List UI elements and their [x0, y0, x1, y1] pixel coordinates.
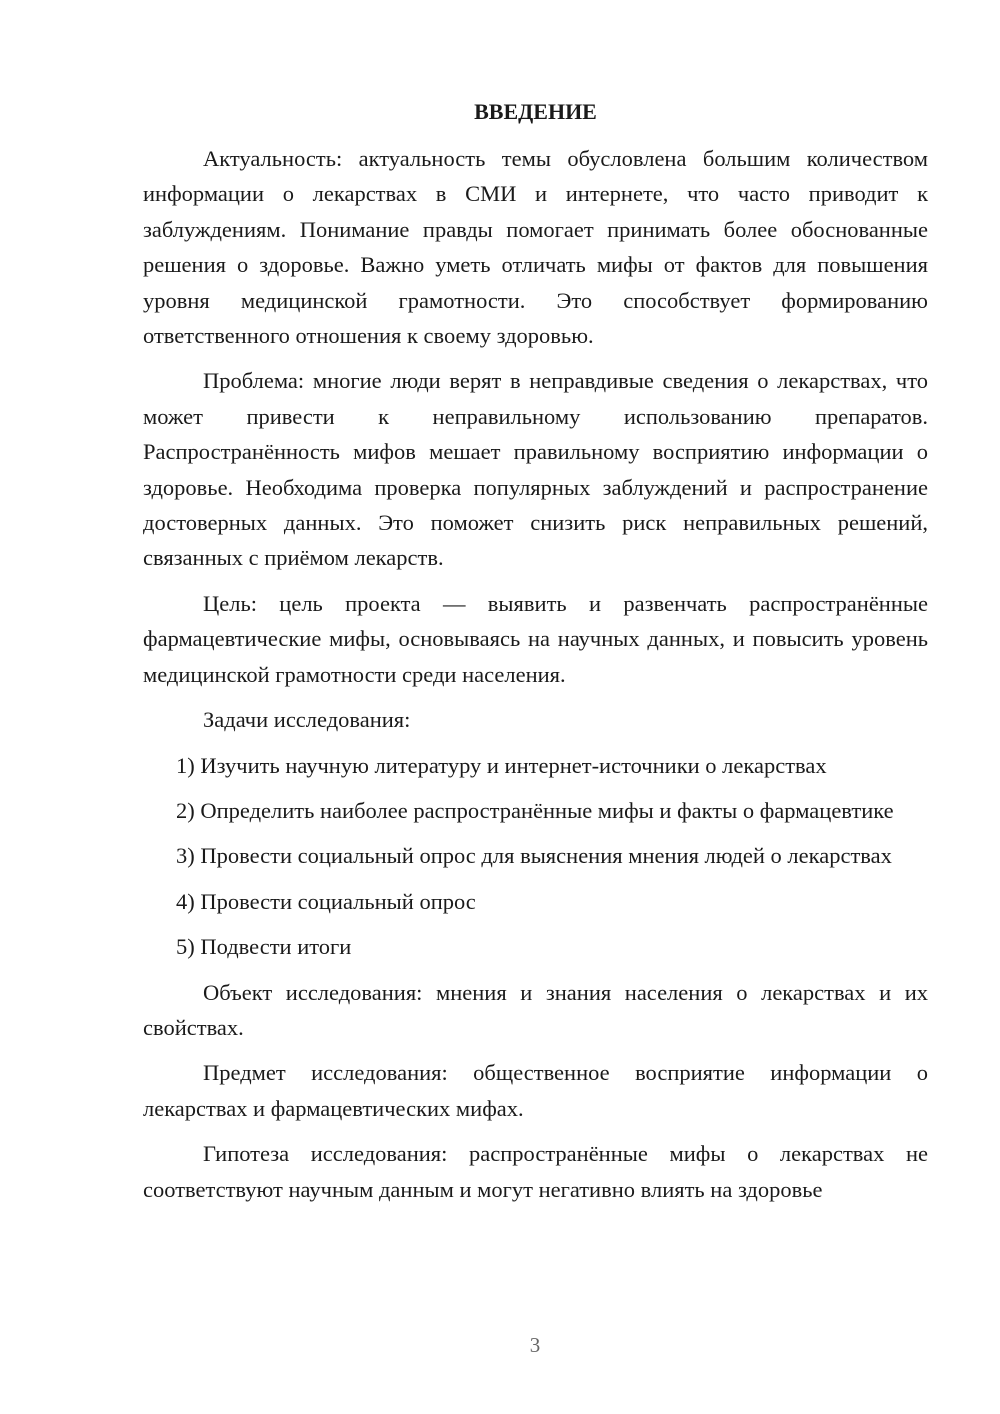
paragraph-relevance: Актуальность: актуальность темы обусловлена большим количеством информации о лекарствах в СМИ и интернете, что часто приводит к заблуждениям. Понимание правды помогает принимать более обоснованные решения о здоровье. Важно уметь отличать мифы от фактов для повышения уровня медицинской грамотности. Это способствует формированию ответственного отношения к своему здоровью.: [143, 146, 928, 349]
section-title: ВВЕДЕНИЕ: [474, 99, 597, 124]
page-content: [143, 96, 928, 1217]
paragraph-tasks-heading: Задачи исследования:: [203, 707, 411, 733]
paragraph-hypothesis: Гипотеза исследования: распространённые мифы о лекарствах не соответствуют научным данным и могут негативно влиять на здоровье: [143, 1141, 928, 1202]
list-item: 1) Изучить научную литературу и интернет-источники о лекарствах: [176, 752, 827, 778]
list-item: 4) Провести социальный опрос: [176, 888, 476, 914]
paragraph-goal: Цель: цель проекта — выявить и развенчать распространённые фармацевтические мифы, основываясь на научных данных, и повысить уровень медицинской грамотности среди населения.: [143, 590, 928, 687]
paragraph-object: Объект исследования: мнения и знания населения о лекарствах и их свойствах.: [143, 979, 928, 1040]
paragraph-subject: Предмет исследования: общественное восприятие информации о лекарствах и фармацевтических мифах.: [143, 1060, 928, 1121]
page-number: 3: [529, 1333, 541, 1357]
list-item: 2) Определить наиболее распространённые мифы и факты о фармацевтике: [176, 797, 894, 823]
paragraph-problem: Проблема: многие люди верят в неправдивые сведения о лекарствах, что может привести к неправильному использованию препаратов. Распространённость мифов мешает правильному восприятию информации о здоровье. Необходима проверка популярных заблуждений и распространение достоверных данных. Это поможет снизить риск неправильных решений, связанных с приёмом лекарств.: [143, 368, 928, 571]
list-item: 3) Провести социальный опрос для выяснения мнения людей о лекарствах: [176, 843, 892, 869]
list-item: 5) Подвести итоги: [176, 934, 352, 960]
